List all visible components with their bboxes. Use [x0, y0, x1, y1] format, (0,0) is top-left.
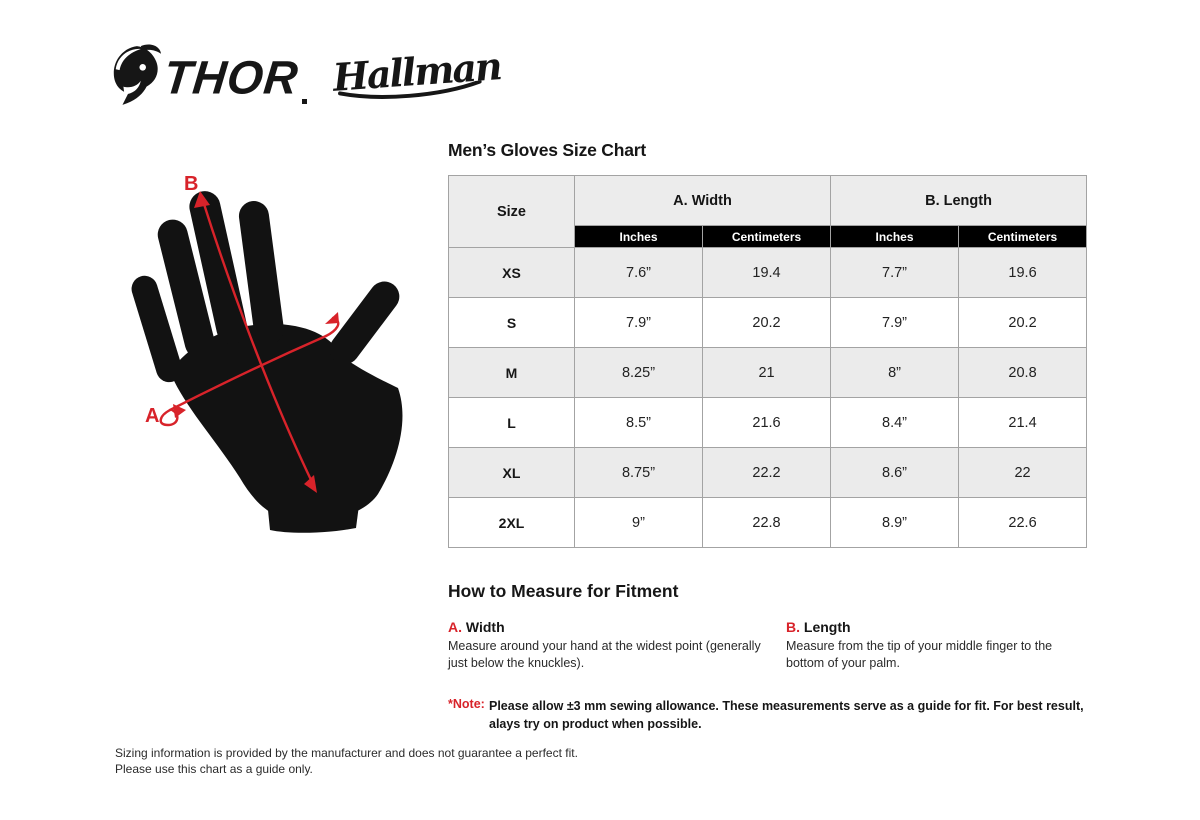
table-row [449, 298, 1087, 348]
howto-length-name: Length [803, 619, 851, 635]
table-row [449, 398, 1087, 448]
hallman-logo [331, 42, 503, 104]
size-table [448, 175, 1087, 548]
value-cell: 21.6 [703, 398, 831, 448]
sizing-note [448, 697, 1086, 733]
thor-wordmark: THOR [161, 50, 302, 104]
note-text: Please allow ±3 mm sewing allowance. These measurements serve as a guide for fit. For best result, alays try on product when possible. [489, 699, 1084, 731]
howto-length-text: Measure from the tip of your middle finger to the bottom of your palm. [786, 639, 1053, 670]
table-row [449, 498, 1087, 548]
length-inches-header: Inches [831, 226, 959, 248]
value-cell: 22.8 [703, 498, 831, 548]
diagram-label-b: B [184, 173, 199, 195]
size-column-header: Size [449, 176, 575, 248]
howto-length-title [786, 619, 1086, 635]
size-cell: XL [449, 448, 575, 498]
table-row [449, 248, 1087, 298]
value-cell: 21 [703, 348, 831, 398]
glove-measure-diagram [120, 160, 440, 560]
value-cell: 9” [575, 498, 703, 548]
value-cell: 21.4 [959, 398, 1087, 448]
hand-silhouette [128, 188, 405, 533]
disclaimer-line-1: Sizing information is provided by the manufacturer and does not guarantee a perfect fit. [115, 746, 578, 760]
disclaimer-line-2: Please use this chart as a guide only. [115, 762, 313, 776]
size-cell: XS [449, 248, 575, 298]
howto-item-length [786, 619, 1086, 672]
width-centimeters-header: Centimeters [703, 226, 831, 248]
value-cell: 22 [959, 448, 1087, 498]
value-cell: 19.6 [959, 248, 1087, 298]
size-cell: 2XL [449, 498, 575, 548]
size-cell: S [449, 298, 575, 348]
value-cell: 8” [831, 348, 959, 398]
value-cell: 19.4 [703, 248, 831, 298]
value-cell: 20.8 [959, 348, 1087, 398]
value-cell: 20.2 [959, 298, 1087, 348]
howto-width-text: Measure around your hand at the widest point (generally just below the knuckles). [448, 639, 761, 670]
howto-items [448, 619, 1086, 672]
value-cell: 8.25” [575, 348, 703, 398]
thor-trademark-dot [302, 99, 307, 104]
width-group-header: A. Width [575, 176, 831, 226]
value-cell: 8.75” [575, 448, 703, 498]
value-cell: 8.9” [831, 498, 959, 548]
thor-goat-icon [108, 44, 162, 111]
value-cell: 7.6” [575, 248, 703, 298]
value-cell: 7.7” [831, 248, 959, 298]
size-chart-section [448, 140, 1086, 733]
note-label: *Note: [448, 697, 485, 711]
brand-logos [108, 44, 501, 110]
value-cell: 20.2 [703, 298, 831, 348]
value-cell: 8.4” [831, 398, 959, 448]
howto-item-width [448, 619, 770, 672]
value-cell: 22.6 [959, 498, 1087, 548]
hallman-wordmark: Hallman [331, 42, 503, 100]
page-title: Men’s Gloves Size Chart [448, 140, 647, 160]
group-header-row [449, 176, 1087, 226]
table-row [449, 348, 1087, 398]
value-cell: 8.6” [831, 448, 959, 498]
howto-heading: How to Measure for Fitment [448, 581, 679, 601]
howto-width-title [448, 619, 770, 635]
diagram-label-a: A [145, 405, 160, 427]
value-cell: 8.5” [575, 398, 703, 448]
thor-logo [108, 44, 307, 111]
value-cell: 22.2 [703, 448, 831, 498]
value-cell: 7.9” [575, 298, 703, 348]
table-row [449, 448, 1087, 498]
howto-width-name: Width [465, 619, 505, 635]
howto-width-key: A. [448, 619, 462, 635]
disclaimer [115, 745, 578, 777]
length-centimeters-header: Centimeters [959, 226, 1087, 248]
size-cell: L [449, 398, 575, 448]
length-group-header: B. Length [831, 176, 1087, 226]
width-inches-header: Inches [575, 226, 703, 248]
howto-length-key: B. [786, 619, 800, 635]
size-cell: M [449, 348, 575, 398]
value-cell: 7.9” [831, 298, 959, 348]
